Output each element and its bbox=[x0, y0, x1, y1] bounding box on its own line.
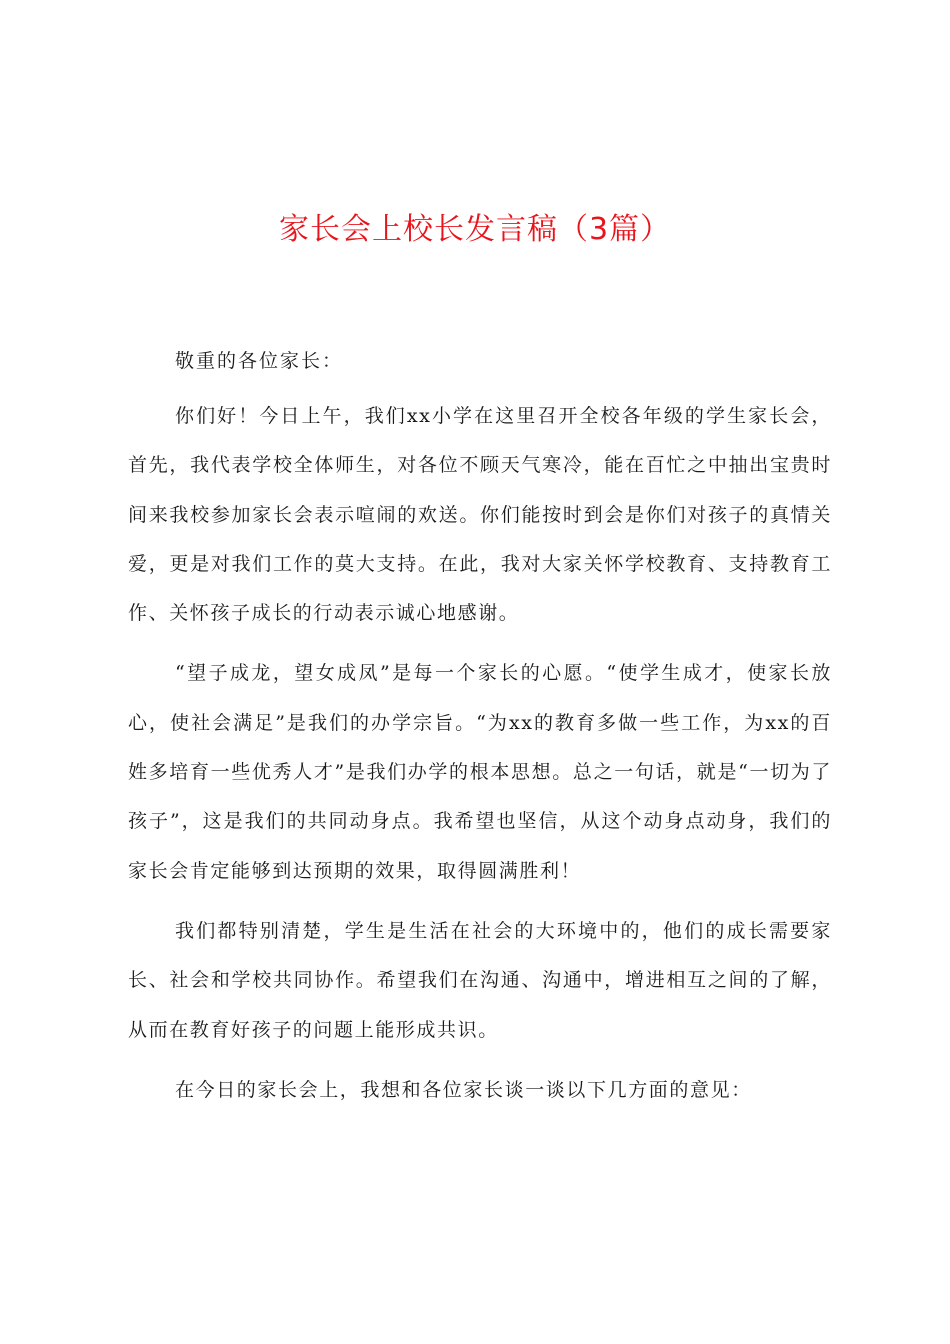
document-title: 家长会上校长发言稿（3篇） bbox=[278, 212, 672, 247]
paragraph-1: 你们好！今日上午，我们xx小学在这里召开全校各年级的学生家长会，首先，我代表学校全体师生，对各位不顾天气寒冷，能在百忙之中抽出宝贵时间来我校参加家长会表示喧闹的欢送。你们能按时到会是你们对孩子的真情关爱，更是对我们工作的莫大支持。在此，我对大家关怀学校教育、支持教育工作、关怀孩子成长的行动表示诚心地感谢。 bbox=[128, 405, 832, 625]
paragraph-4: 在今日的家长会上，我想和各位家长谈一谈以下几方面的意见： bbox=[175, 1078, 752, 1101]
document-body bbox=[128, 343, 832, 1126]
salutation: 敬重的各位家长： bbox=[175, 350, 344, 372]
paragraph-3: 我们都特别清楚，学生是生活在社会的大环境中的，他们的成长需要家长、社会和学校共同协作。希望我们在沟通、沟通中，增进相互之间的了解，从而在教育好孩子的问题上能形成共识。 bbox=[128, 919, 832, 1041]
paragraph-2: “望子成龙，望女成凤”是每一个家长的心愿。“使学生成才，使家长放心，使社会满足”是我们的办学宗旨。“为xx的教育多做一些工作，为xx的百姓多培育一些优秀人才”是我们办学的根本思想。总之一句话，就是“一切为了孩子”，这是我们的共同动身点。我希望也坚信，从这个动身点动身，我们的家长会肯定能够到达预期的效果，取得圆满胜利！ bbox=[128, 662, 832, 882]
